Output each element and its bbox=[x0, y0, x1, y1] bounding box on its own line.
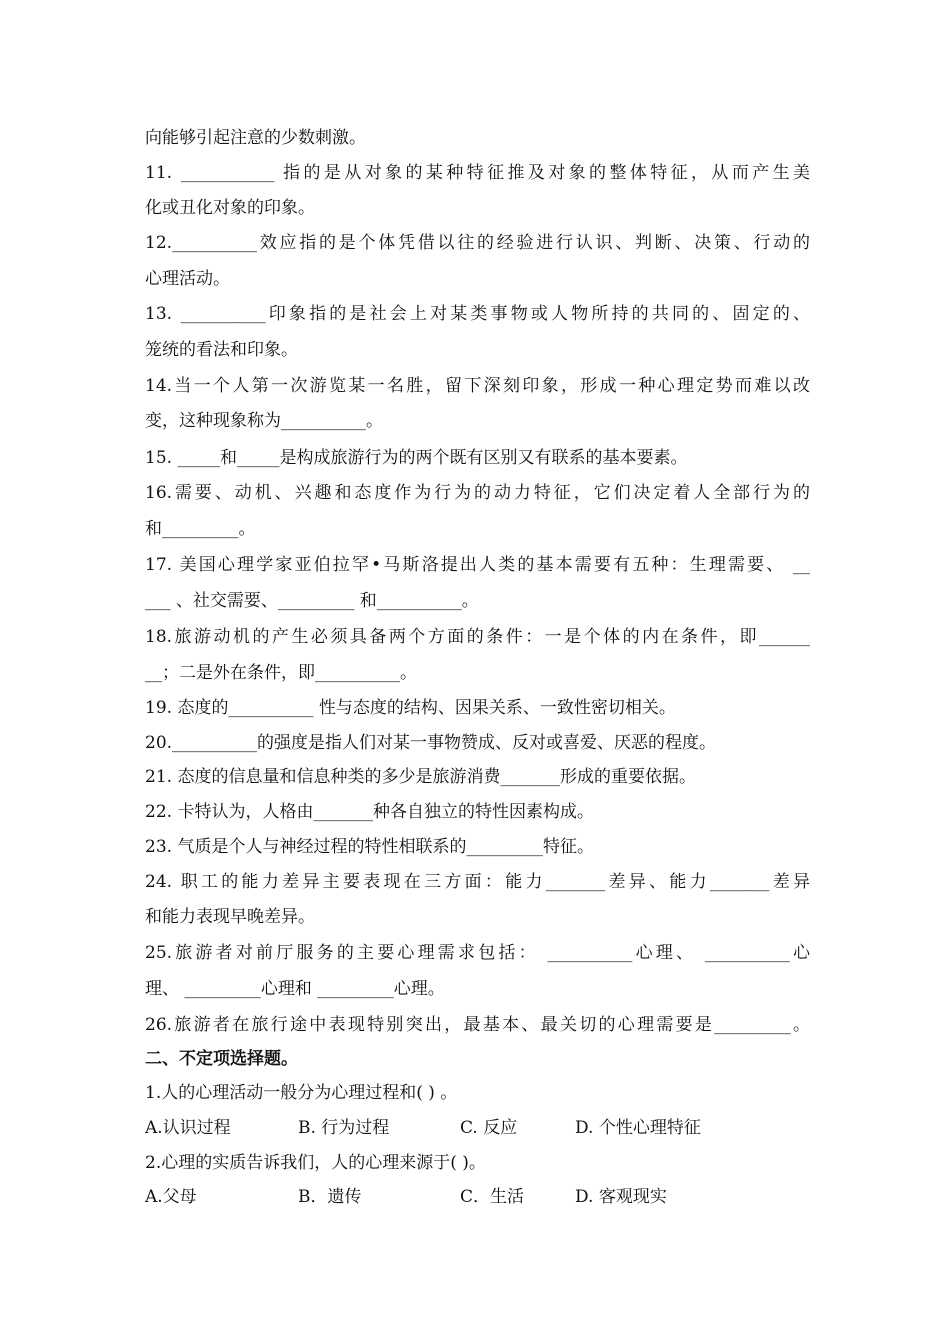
question-18: 18.旅游动机的产生必须具备两个方面的条件：一是个体的内在条件，即______ bbox=[145, 627, 810, 647]
text-line: 和_________。 bbox=[145, 519, 256, 539]
option-c: C．生活 bbox=[460, 1187, 525, 1207]
question-13: 13. __________印象指的是社会上对某类事物或人物所持的共同的、固定的、 bbox=[145, 304, 810, 324]
question-14: 14.当一个人第一次游览某一名胜，留下深刻印象，形成一种心理定势而难以改 bbox=[145, 376, 810, 396]
question-25: 25.旅游者对前厅服务的主要心理需求包括： __________心理、 __________心 bbox=[145, 943, 810, 963]
text-line: __；二是外在条件，即__________。 bbox=[145, 663, 417, 683]
option-b: B．遗传 bbox=[298, 1187, 362, 1207]
mc-question-1-stem: 1.人的心理活动一般分为心理过程和( ) 。 bbox=[145, 1083, 458, 1103]
question-17: 17. 美国心理学家亚伯拉罕•马斯洛提出人类的基本需要有五种：生理需要、 __ bbox=[145, 555, 810, 575]
question-19: 19. 态度的__________ 性与态度的结构、因果关系、一致性密切相关。 bbox=[145, 698, 676, 718]
option-a: A.父母 bbox=[145, 1187, 197, 1207]
text-line: 和能力表现早晚差异。 bbox=[145, 907, 315, 927]
text-line: ___ 、社交需要、_________ 和__________。 bbox=[145, 591, 479, 611]
option-d: D. 个性心理特征 bbox=[575, 1118, 701, 1138]
question-23: 23. 气质是个人与神经过程的特性相联系的_________特征。 bbox=[145, 837, 594, 857]
text-line: 笼统的看法和印象。 bbox=[145, 340, 298, 360]
mc-question-2-options bbox=[145, 1179, 810, 1215]
question-26: 26.旅游者在旅行途中表现特别突出，最基本、最关切的心理需要是_________。 bbox=[145, 1015, 810, 1035]
question-16: 16.需要、动机、兴趣和态度作为行为的动力特征，它们决定着人全部行为的 bbox=[145, 483, 810, 503]
mc-question-1-options bbox=[145, 1110, 810, 1146]
question-24: 24. 职工的能力差异主要表现在三方面：能力_______差异、能力_______差异 bbox=[145, 872, 810, 892]
text-line: 心理活动。 bbox=[145, 269, 230, 289]
section-heading: 二、不定项选择题。 bbox=[145, 1049, 298, 1069]
text-line: 化或丑化对象的印象。 bbox=[145, 198, 315, 218]
option-b: B. 行为过程 bbox=[298, 1118, 390, 1138]
option-a: A.认识过程 bbox=[145, 1118, 231, 1138]
mc-question-2-stem: 2.心理的实质告诉我们，人的心理来源于( )。 bbox=[145, 1153, 486, 1173]
text-line: 变，这种现象称为__________。 bbox=[145, 411, 383, 431]
question-20: 20.__________的强度是指人们对某一事物赞成、反对或喜爱、厌恶的程度。 bbox=[145, 733, 717, 753]
question-22: 22. 卡特认为，人格由_______种各自独立的特性因素构成。 bbox=[145, 802, 594, 822]
option-d: D. 客观现实 bbox=[575, 1187, 667, 1207]
text-line: 向能够引起注意的少数刺激。 bbox=[145, 128, 366, 148]
option-c: C. 反应 bbox=[460, 1118, 518, 1138]
question-12: 12.__________效应指的是个体凭借以往的经验进行认识、判断、决策、行动的 bbox=[145, 233, 810, 253]
question-15: 15. _____和_____是构成旅游行为的两个既有区别又有联系的基本要素。 bbox=[145, 448, 688, 468]
text-line: 理、 _________心理和 _________心理。 bbox=[145, 979, 445, 999]
question-21: 21. 态度的信息量和信息种类的多少是旅游消费_______形成的重要依据。 bbox=[145, 767, 696, 787]
question-11: 11. ___________ 指的是从对象的某种特征推及对象的整体特征，从而产生美 bbox=[145, 163, 810, 183]
